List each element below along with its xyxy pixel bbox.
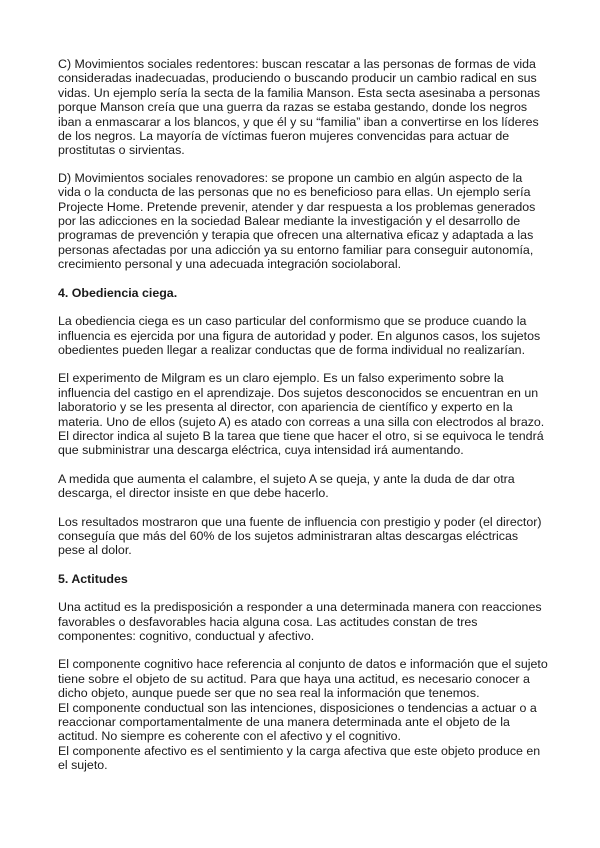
heading-obediencia-ciega: 4. Obediencia ciega. (58, 285, 178, 300)
paragraph-movimientos-renovadores: D) Movimientos sociales renovadores: se propone un cambio en algún aspecto de la vida o la conducta de las personas que no es beneficioso para ellas. Un ejemplo sería Projecte Home. Pretende prevenir, atender y dar respuesta a los problemas generados por las adicciones en la sociedad Balear mediante la investigación y el desarrollo de programas de prevención y terapia que ofrecen una alternativa eficaz y adaptada a las personas afectadas por una adicción ya su entorno familiar para conseguir autonomía, crecimiento personal y una adecuada integración sociolaboral. (58, 170, 536, 272)
paragraph-actitud-definicion: Una actitud es la predisposición a responder a una determinada manera con reacciones favorables o desfavorables hacia alguna cosa. Las actitudes constan de tres componentes: cognitivo, conductual y afectivo. (58, 600, 542, 643)
paragraph-obediencia-definicion: La obediencia ciega es un caso particular del conformismo que se produce cuando la influencia es ejercida por una figura de autoridad y poder. En algunos casos, los sujetos obedientes pueden llegar a realizar conductas que de forma individual no realizarían. (58, 314, 541, 357)
paragraph-movimientos-redentores: C) Movimientos sociales redentores: buscan rescatar a las personas de formas de vida consideradas inadecuadas, produciendo o buscando producir un cambio radical en sus vidas. Un ejemplo sería la secta de la familia Manson. Esta secta asesinaba a personas porque Manson creía que una guerra da razas se estaba gestando, donde los negros iban a enmascarar a los blancos, y que él y su “familia” iban a convertirse en los líderes de los negros. La mayoría de víctimas fueron mujeres convencidas para actuar de prostitutas o sirvientas. (58, 57, 541, 158)
paragraph-componente-cognitivo: El componente cognitivo hace referencia al conjunto de datos e información que el sujeto tiene sobre el objeto de su actitud. Para que haya una actitud, es necesario conocer a dicho objeto, aunque puede ser que no sea real la información que tenemos. (58, 657, 548, 701)
paragraph-calambre: A medida que aumenta el calambre, el sujeto A se queja, y ante la duda de dar otra descarga, el director insiste en que debe hacerlo. (58, 471, 515, 501)
paragraph-componente-afectivo: El componente afectivo es el sentimiento y la carga afectiva que este objeto produce en el sujeto. (58, 743, 541, 773)
paragraph-componente-conductual: El componente conductual son las intenciones, disposiciones o tendencias a actuar o a reaccionar comportamentalmente de una manera determinada ante el objeto de la actitud. No siempre es coherente con el afectivo y el cognitivo. (58, 700, 537, 744)
paragraph-resultados: Los resultados mostraron que una fuente de influencia con prestigio y poder (el director) conseguía que más del 60% de los sujetos administraran altas descargas eléctricas pese al dolor. (58, 514, 542, 558)
paragraph-experimento-milgram: El experimento de Milgram es un claro ejemplo. Es un falso experimento sobre la influencia del castigo en el aprendizaje. Dos sujetos desconocidos se encuentran en un laboratorio y se les presenta al director, con apariencia de científico y experto en la materia. Uno de ellos (sujeto A) es atado con correas a una silla con electrodos al brazo. El director indica al sujeto B la tarea que tiene que hacer el otro, si se equivoca le tendrá que subministrar una descarga eléctrica, cuya intensidad irá aumentando. (58, 371, 545, 458)
heading-actitudes: 5. Actitudes (58, 571, 128, 586)
